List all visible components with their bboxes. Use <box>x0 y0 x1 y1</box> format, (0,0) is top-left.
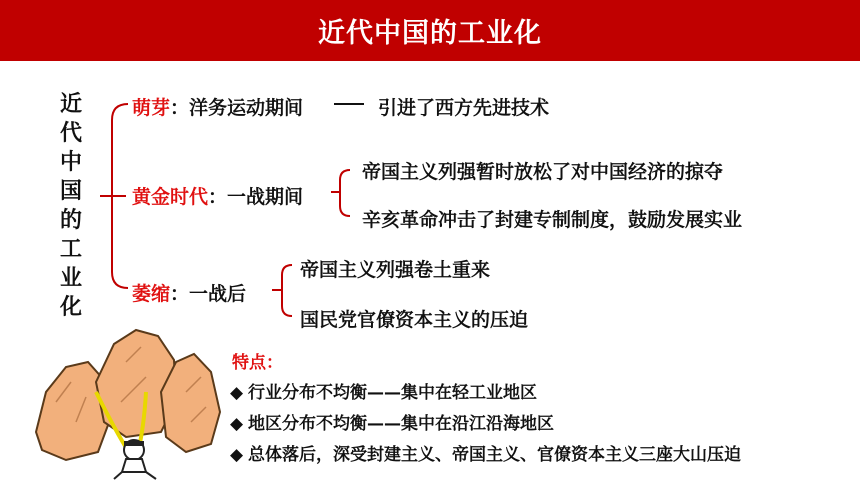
branch-detail: 帝国主义列强卷土重来 <box>300 259 491 281</box>
vertical-title-char: 国 <box>59 179 82 204</box>
diamond-bullet-icon: ◆ <box>230 445 244 465</box>
branch-decline <box>132 279 246 306</box>
diamond-bullet-icon: ◆ <box>230 383 244 403</box>
three-mountains-cartoon-illustration <box>26 322 226 480</box>
branch-period: 洋务运动期间 <box>189 97 304 119</box>
branch-3-bracket <box>282 265 292 316</box>
page-title: 近代中国的工业化 <box>318 18 542 49</box>
vertical-title-char: 工 <box>59 237 82 262</box>
branch-colon: ： <box>170 97 190 119</box>
branch-germination <box>132 93 303 120</box>
feature-text: 地区分布不均衡——集中在沿江沿海地区 <box>248 414 554 434</box>
feature-item <box>230 440 741 465</box>
features-title: 特点： <box>232 353 283 373</box>
vertical-title-char: 近 <box>59 92 82 117</box>
branch-detail: 国民党官僚资本主义的压迫 <box>300 309 529 331</box>
vertical-title-char: 业 <box>59 266 82 291</box>
branch-period: 一战期间 <box>227 186 304 208</box>
vertical-title-char: 中 <box>59 150 82 175</box>
branch-label: 萌芽 <box>132 97 171 119</box>
branch-2-bracket <box>340 170 350 216</box>
feature-item <box>230 409 554 434</box>
vertical-title-char: 代 <box>59 121 82 146</box>
feature-text: 总体落后，深受封建主义、帝国主义、官僚资本主义三座大山压迫 <box>248 445 741 465</box>
branch-detail: 辛亥革命冲击了封建专制制度，鼓励发展实业 <box>362 209 743 231</box>
branch-detail: 帝国主义列强暂时放松了对中国经济的掠夺 <box>362 161 724 183</box>
feature-item <box>230 378 537 403</box>
vertical-title-char: 的 <box>59 208 82 233</box>
branch-period: 一战后 <box>189 283 247 305</box>
branch-detail: 引进了西方先进技术 <box>378 97 550 119</box>
branch-golden-age <box>132 182 303 209</box>
feature-text: 行业分布不均衡——集中在轻工业地区 <box>248 383 537 403</box>
branch-colon: ： <box>170 283 190 305</box>
diamond-bullet-icon: ◆ <box>230 414 244 434</box>
vertical-title-char: 化 <box>59 295 82 320</box>
branch-label: 萎缩 <box>132 283 171 305</box>
branch-label: 黄金时代 <box>132 186 209 208</box>
branch-colon: ： <box>208 186 228 208</box>
man-hair <box>124 441 144 446</box>
man-body <box>122 459 146 472</box>
